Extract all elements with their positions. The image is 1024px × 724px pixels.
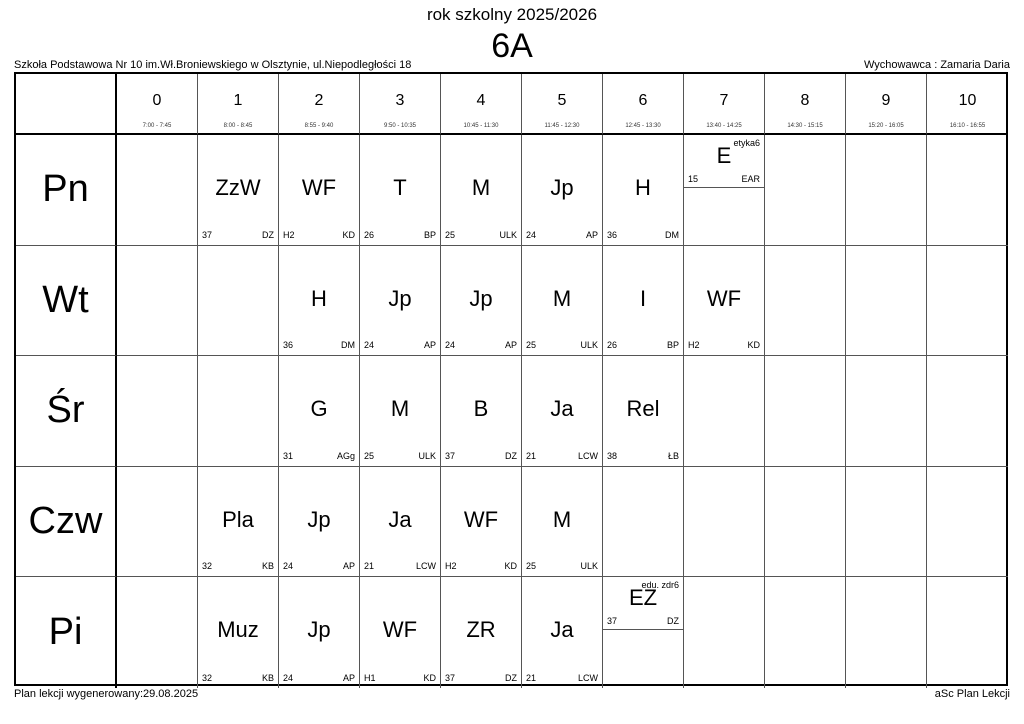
lesson-teacher: KD xyxy=(423,672,436,683)
lesson-room: 26 xyxy=(364,229,375,240)
empty-cell xyxy=(117,356,198,467)
lesson-cell[interactable] xyxy=(360,246,441,357)
lesson-room: 24 xyxy=(283,672,294,683)
period-header xyxy=(765,74,846,135)
lesson-room: 25 xyxy=(445,229,456,240)
period-header xyxy=(927,74,1008,135)
timetable-grid xyxy=(14,72,1008,686)
lesson-teacher: ULK xyxy=(418,450,436,461)
empty-cell xyxy=(846,246,927,357)
lesson-cell[interactable] xyxy=(360,467,441,578)
lesson-room: 32 xyxy=(202,672,213,683)
lesson-teacher: BP xyxy=(423,229,436,240)
lesson-teacher: BP xyxy=(666,340,679,350)
lesson-subject: M xyxy=(390,396,410,421)
lesson-subject: G xyxy=(310,396,328,421)
period-header xyxy=(360,74,441,135)
lesson-teacher: DZ xyxy=(505,672,517,683)
empty-cell xyxy=(927,577,1008,688)
lesson-room: 36 xyxy=(283,340,294,350)
lesson-subject: E xyxy=(716,143,732,168)
empty-cell xyxy=(846,356,927,467)
period-number: 0 xyxy=(152,92,162,109)
period-time: 16:10 - 16:55 xyxy=(949,123,986,129)
lesson-subject: M xyxy=(552,285,572,311)
lesson-subject: ZR xyxy=(466,617,496,642)
lesson-room: 26 xyxy=(607,340,618,350)
empty-cell xyxy=(198,246,279,357)
lesson-teacher: LCW xyxy=(578,672,598,683)
lesson-room: 32 xyxy=(202,561,213,571)
lesson-cell[interactable] xyxy=(522,135,603,246)
lesson-subject: B xyxy=(473,396,489,421)
day-label-cell xyxy=(16,467,117,578)
lesson-teacher: KD xyxy=(504,561,517,571)
period-time: 10:45 - 11:30 xyxy=(463,123,499,129)
lesson-teacher: AP xyxy=(423,340,436,350)
lesson-teacher: ULK xyxy=(580,561,598,571)
empty-cell xyxy=(846,467,927,578)
school-name: Szkoła Podstawowa Nr 10 im.Wł.Broniewskiego w Olsztynie, ul.Niepodległości 18 xyxy=(14,59,412,71)
lesson-teacher: LCW xyxy=(578,450,598,461)
empty-cell xyxy=(927,246,1008,357)
lesson-cell[interactable] xyxy=(360,135,441,246)
lesson-room: H2 xyxy=(688,340,700,350)
lesson-subject: M xyxy=(471,175,491,200)
empty-cell xyxy=(765,577,846,688)
period-time: 8:00 - 8:45 xyxy=(223,123,253,129)
day-label-cell xyxy=(16,135,117,246)
lesson-cell[interactable] xyxy=(279,246,360,357)
period-header xyxy=(117,74,198,135)
lesson-cell[interactable] xyxy=(522,356,603,467)
lesson-cell[interactable] xyxy=(522,467,603,578)
lesson-cell[interactable] xyxy=(360,577,441,688)
class-name: 6A xyxy=(491,27,533,65)
period-header xyxy=(846,74,927,135)
lesson-room: 31 xyxy=(283,450,294,461)
lesson-cell[interactable] xyxy=(198,135,279,246)
lesson-room: 36 xyxy=(607,229,618,240)
lesson-teacher: KD xyxy=(747,340,760,350)
lesson-subject: WF xyxy=(301,175,337,200)
lesson-subject: EZ xyxy=(628,585,658,610)
period-header xyxy=(441,74,522,135)
day-name: Czw xyxy=(28,499,103,542)
lesson-room: 24 xyxy=(526,229,537,240)
lesson-group: etyka6 xyxy=(733,138,760,148)
lesson-subject: I xyxy=(639,285,647,311)
lesson-subject: Rel xyxy=(626,396,660,421)
lesson-cell[interactable] xyxy=(441,577,522,688)
lesson-room: 15 xyxy=(688,174,699,184)
lesson-subject: Jp xyxy=(469,285,493,311)
empty-cell xyxy=(603,467,684,578)
lesson-cell[interactable] xyxy=(441,467,522,578)
empty-cell xyxy=(846,577,927,688)
lesson-teacher: LCW xyxy=(416,561,436,571)
empty-cell xyxy=(117,135,198,246)
period-time: 8:55 - 9:40 xyxy=(304,123,334,129)
lesson-subject: Ja xyxy=(550,396,574,421)
period-header xyxy=(279,74,360,135)
empty-cell xyxy=(765,135,846,246)
software-name: aSc Plan Lekcji xyxy=(934,688,1010,700)
lesson-room: 25 xyxy=(526,561,537,571)
empty-cell xyxy=(927,467,1008,578)
lesson-subject: M xyxy=(552,506,572,532)
lesson-cell[interactable] xyxy=(603,577,684,688)
day-label-cell xyxy=(16,246,117,357)
empty-cell xyxy=(684,467,765,578)
lesson-teacher: DM xyxy=(665,229,679,240)
lesson-room: 24 xyxy=(364,340,375,350)
lesson-room: 24 xyxy=(283,561,294,571)
lesson-cell[interactable] xyxy=(684,246,765,357)
school-year: rok szkolny 2025/2026 xyxy=(426,5,598,24)
day-name: Śr xyxy=(46,389,85,432)
period-number: 9 xyxy=(881,92,891,109)
period-time: 13:40 - 14:25 xyxy=(706,123,742,129)
period-time: 9:50 - 10:35 xyxy=(383,123,417,129)
lesson-cell[interactable] xyxy=(279,577,360,688)
lesson-subject: WF xyxy=(706,285,742,311)
lesson-subject: Pla xyxy=(222,506,254,532)
lesson-subject: Jp xyxy=(550,175,574,200)
period-number: 3 xyxy=(395,92,405,109)
lesson-teacher: AP xyxy=(585,229,598,240)
period-number: 1 xyxy=(233,92,243,109)
lesson-room: 37 xyxy=(202,229,213,240)
lesson-room: 21 xyxy=(526,450,537,461)
lesson-room: 25 xyxy=(364,450,375,461)
generated-date: Plan lekcji wygenerowany:29.08.2025 xyxy=(14,688,199,700)
empty-cell xyxy=(765,356,846,467)
lesson-room: 37 xyxy=(445,672,456,683)
lesson-cell[interactable] xyxy=(684,135,765,246)
period-number: 4 xyxy=(476,92,486,109)
lesson-subject: H xyxy=(311,285,327,311)
lesson-subject: ZzW xyxy=(215,175,261,200)
lesson-subject: H xyxy=(635,175,651,200)
period-number: 6 xyxy=(638,92,648,109)
lesson-cell[interactable] xyxy=(198,467,279,578)
day-name: Wt xyxy=(42,278,89,321)
lesson-subject: T xyxy=(393,175,407,200)
empty-cell xyxy=(927,356,1008,467)
lesson-room: H2 xyxy=(445,561,457,571)
period-time: 14:30 - 15:15 xyxy=(787,123,823,129)
lesson-cell[interactable] xyxy=(279,356,360,467)
lesson-teacher: DZ xyxy=(262,229,274,240)
period-time: 12:45 - 13:30 xyxy=(625,123,661,129)
lesson-subject: Jp xyxy=(307,506,331,532)
period-number: 7 xyxy=(719,92,729,109)
period-number: 10 xyxy=(958,92,977,109)
lesson-subject: Ja xyxy=(388,506,412,532)
lesson-cell[interactable] xyxy=(603,356,684,467)
lesson-room: 24 xyxy=(445,340,456,350)
period-time: 15:20 - 16:05 xyxy=(868,123,904,129)
empty-cell xyxy=(765,246,846,357)
period-number: 2 xyxy=(314,92,324,109)
lesson-room: 38 xyxy=(607,450,618,461)
empty-cell xyxy=(198,356,279,467)
lesson-room: H1 xyxy=(364,672,376,683)
lesson-teacher: KB xyxy=(261,672,274,683)
lesson-room: 21 xyxy=(526,672,537,683)
lesson-teacher: AP xyxy=(342,672,355,683)
lesson-teacher: ŁB xyxy=(667,450,679,461)
lesson-cell[interactable] xyxy=(603,246,684,357)
lesson-cell[interactable] xyxy=(279,135,360,246)
form-teacher: Wychowawca : Zamaria Daria xyxy=(864,59,1010,71)
lesson-teacher: DZ xyxy=(667,616,679,626)
lesson-teacher: AP xyxy=(342,561,355,571)
empty-cell xyxy=(846,135,927,246)
empty-cell xyxy=(927,135,1008,246)
lesson-group: edu. zdr6 xyxy=(641,580,679,590)
lesson-cell[interactable] xyxy=(522,577,603,688)
lesson-cell[interactable] xyxy=(522,246,603,357)
period-time: 7:00 - 7:45 xyxy=(142,123,172,129)
lesson-teacher: AGg xyxy=(336,450,355,461)
period-header xyxy=(522,74,603,135)
empty-cell xyxy=(117,246,198,357)
empty-cell xyxy=(117,577,198,688)
empty-cell xyxy=(117,467,198,578)
lesson-room: 37 xyxy=(445,450,456,461)
period-time: 11:45 - 12:30 xyxy=(544,123,580,129)
empty-cell xyxy=(684,577,765,688)
lesson-teacher: KB xyxy=(261,561,274,571)
day-name: Pi xyxy=(48,610,83,653)
lesson-teacher: KD xyxy=(342,229,355,240)
lesson-subject: WF xyxy=(382,617,418,642)
lesson-cell[interactable] xyxy=(441,246,522,357)
day-label-cell xyxy=(16,577,117,688)
lesson-room: 25 xyxy=(526,340,537,350)
lesson-cell[interactable] xyxy=(279,467,360,578)
lesson-cell[interactable] xyxy=(360,356,441,467)
lesson-cell[interactable] xyxy=(603,135,684,246)
lesson-subject: Ja xyxy=(550,617,574,642)
lesson-subject: Jp xyxy=(388,285,412,311)
group-lesson[interactable] xyxy=(684,135,764,188)
lesson-room: H2 xyxy=(283,229,295,240)
day-label-cell xyxy=(16,356,117,467)
lesson-room: 21 xyxy=(364,561,375,571)
lesson-cell[interactable] xyxy=(441,356,522,467)
group-lesson[interactable] xyxy=(603,577,683,630)
period-header xyxy=(198,74,279,135)
lesson-room: 37 xyxy=(607,616,618,626)
period-header xyxy=(603,74,684,135)
lesson-subject: Jp xyxy=(307,617,331,642)
lesson-cell[interactable] xyxy=(441,135,522,246)
lesson-teacher: ULK xyxy=(580,340,598,350)
lesson-cell[interactable] xyxy=(198,577,279,688)
period-header xyxy=(684,74,765,135)
lesson-teacher: ULK xyxy=(499,229,517,240)
lesson-teacher: DM xyxy=(341,340,355,350)
lesson-teacher: EAR xyxy=(741,174,760,184)
empty-cell xyxy=(765,467,846,578)
day-name: Pn xyxy=(42,168,89,211)
empty-cell xyxy=(684,356,765,467)
period-number: 5 xyxy=(557,92,567,109)
lesson-subject: Muz xyxy=(217,617,259,642)
period-number: 8 xyxy=(800,92,810,109)
lesson-teacher: AP xyxy=(504,340,517,350)
lesson-subject: WF xyxy=(463,506,499,532)
corner-cell xyxy=(16,74,117,135)
lesson-teacher: DZ xyxy=(505,450,517,461)
